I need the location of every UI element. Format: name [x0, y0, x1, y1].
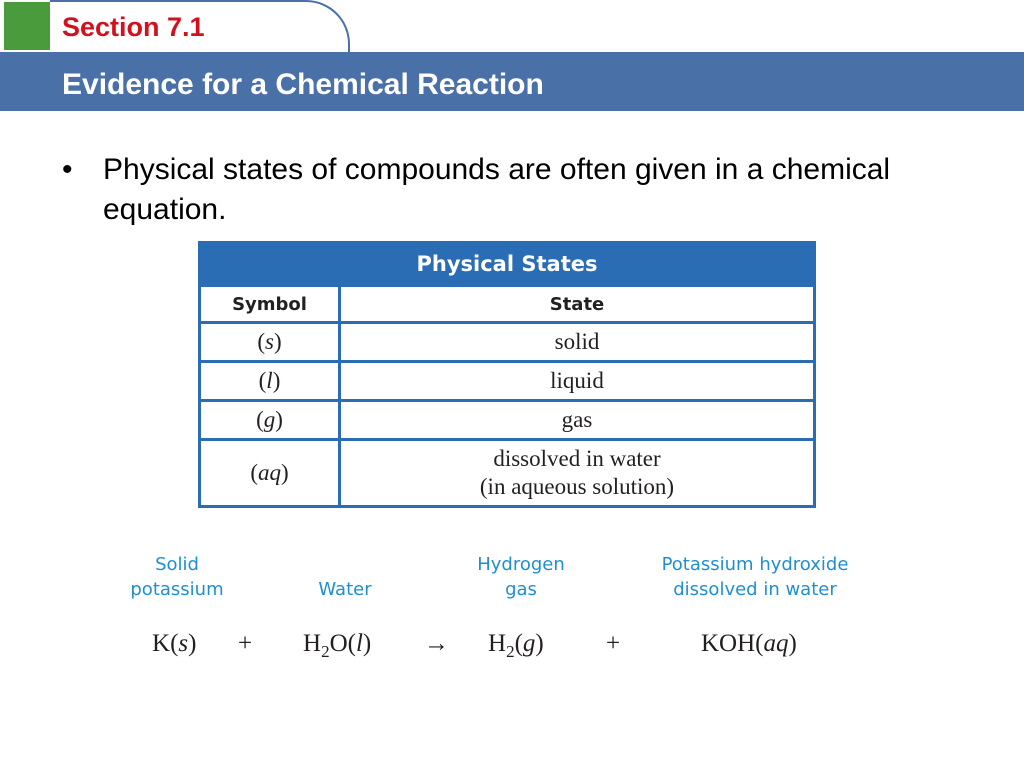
equation-plus: + — [606, 630, 621, 657]
equation-label-hydrogen: Hydrogen gas — [477, 554, 565, 600]
state-line: (in aqueous solution) — [479, 474, 675, 499]
symbol-letter: s — [265, 329, 274, 354]
equation-term-water: $H_2O(l)$ — [303, 630, 372, 661]
state-line: dissolved in water — [493, 446, 661, 471]
symbol-cell: (g) — [200, 401, 340, 440]
table-row — [200, 401, 815, 440]
section-label: Section 7.1 — [62, 12, 205, 42]
symbol-cell: (aq) — [200, 440, 340, 507]
column-header-symbol: Symbol — [200, 286, 340, 323]
symbol-letter: g — [263, 407, 276, 432]
table-row — [200, 440, 815, 507]
symbol-letter: l — [266, 368, 273, 393]
column-header-state: State — [340, 286, 815, 323]
section-accent-square — [4, 2, 50, 50]
symbol-cell: (l) — [200, 362, 340, 401]
table-row — [200, 362, 815, 401]
symbol-cell: (s) — [200, 323, 340, 362]
equation-plus: + — [238, 630, 253, 657]
equation-label-potassium: Solid potassium — [130, 554, 224, 600]
slide-title: Evidence for a Chemical Reaction — [62, 68, 544, 101]
equation-term-potassium: K(s) — [152, 630, 197, 657]
equation-label-water: Water — [318, 579, 372, 600]
state-cell: liquid — [340, 362, 815, 401]
symbol-letter: aq — [258, 460, 281, 485]
reaction-arrow: → — [424, 630, 449, 657]
table-caption: Physical States — [200, 243, 815, 286]
equation-label-potassium-hydroxide: Potassium hydroxide dissolved in water — [661, 554, 849, 600]
bullet-text: Physical states of compounds are often given in a chemical equation. — [103, 153, 891, 226]
physical-states-table — [198, 241, 816, 508]
state-cell — [340, 440, 815, 507]
table-row — [200, 323, 815, 362]
equation-term-hydrogen: $H_2(g)$ — [488, 630, 544, 661]
state-cell: solid — [340, 323, 815, 362]
state-cell: gas — [340, 401, 815, 440]
equation-term-potassium-hydroxide: KOH(aq) — [701, 630, 797, 657]
bullet-marker: • — [62, 153, 73, 186]
